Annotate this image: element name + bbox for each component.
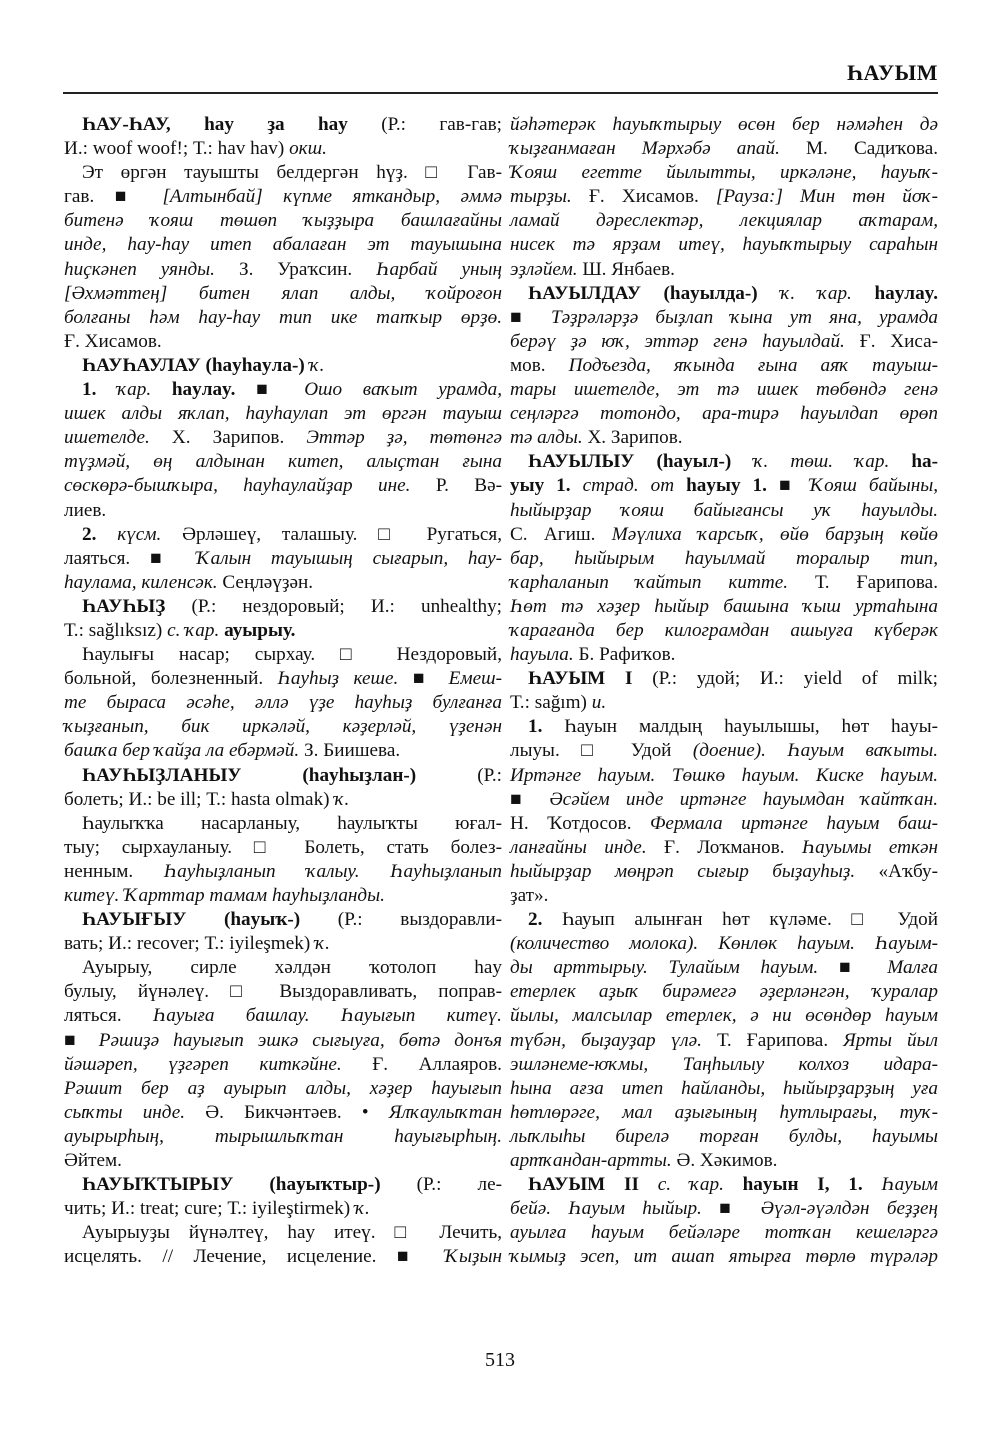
text-line: лаяться. ■ Ҡалын тауышың сығарып, hay-: [64, 547, 502, 569]
text-line: ляться. Һayығa башлау. Һayығып китеү.: [64, 1005, 502, 1027]
text-line: Т.: sağım) и.: [510, 692, 607, 714]
running-head: ҺАУЫМ: [846, 60, 938, 85]
text-line: hына ағза итеп hайланды, hыйырҙарҙың уға: [510, 1077, 938, 1099]
text-line: лыуы. □ Удой (доение). Һayым ваҡыты.: [510, 740, 938, 762]
text-line: китеү. Ҡарттар тамам hayhыҙланды.: [64, 885, 385, 906]
text-line: артҡандан-артты. Ә. Хәкимов.: [510, 1150, 778, 1172]
text-line: йылы, малсылар етерлек, ә ни өсөндөр hayым: [510, 1005, 938, 1027]
text-line: түҙмәй, өң алдынан китеп, алыҫтан ғына: [64, 451, 502, 473]
text-line: ҺАУЫЛДАУ (hayылда-) ҡ. ҡар. hayлay.: [528, 282, 939, 304]
text-line: ҡарhаланып ҡайтып китте. Т. Ғарипова.: [510, 571, 938, 593]
text-line: (количество молока). Көнлөк hayым. Һayым-: [510, 933, 938, 955]
text-line: Һөт тә хәҙер hыйыр башына ҡыш уртаhына: [510, 595, 938, 617]
text-line: Һаулығы насар; сырхау. □ Нездоровый,: [82, 644, 502, 666]
text-line: те быраса әсәhе, әллә үҙе hayhыҙ булғанға: [64, 692, 502, 714]
text-line: 1. ҡар. hayлay. ■ Ошо ваҡыт урамда,: [82, 379, 503, 401]
text-line: ланғайны инде. Ғ. Лоҡманов. Һayымы еткән: [510, 836, 938, 858]
text-line: тары ишетелде, эт тә ишек төбөндә генә: [510, 379, 938, 401]
text-line: 2. күсм. Әрләшеү, талашыу. □ Ругаться,: [82, 523, 502, 545]
text-line: ҺАУЫЛЫУ (hayыл-) ҡ. төш. ҡар. ha-: [528, 451, 939, 473]
text-line: ҺАУЫҒЫУ (hayыҡ-) (Р.: выздоравли-: [82, 909, 502, 931]
text-line: ■ Рәшиҙә hayығып эшкә сығыуға, бөтә донъя: [64, 1029, 502, 1051]
text-line: етерлек аҙыҡ бирәмегә әҙерләнгән, ҡуралар: [510, 981, 938, 1003]
text-line: түбән, быҙауҙар үлә. Т. Ғарипова. Ярты йыл: [510, 1029, 938, 1051]
right-column: [510, 113, 938, 1270]
text-line: И.: woof woof!; Т.: hav hav) окш.: [64, 138, 327, 160]
text-line: ■ Әсәйем инде иртәнге hayымдан ҡайтҡан.: [510, 788, 939, 810]
text-line: ламай дәреслектәр, лекциялар аҡтарам,: [510, 210, 938, 232]
text-line: лыҡлыhы бирелә торған булды, hayымы: [510, 1125, 938, 1147]
left-column: [64, 113, 502, 1270]
text-line: Иртәнге hayым. Төшкө hayым. Киске hayым.: [510, 764, 938, 786]
text-line: 2. Һауып алынған hөт күләме. □ Удой: [528, 909, 938, 931]
text-line: Т.: sağlıksız) с. ҡар. ауырыу.: [64, 619, 296, 641]
text-line: мов. Подъезда, яҡында ғына аяҡ тауыш-: [510, 354, 938, 376]
text-line: ненным. Һayhыҙланып ҡалыу. Һayhыҙланып: [64, 860, 502, 882]
text-line: ҡыҙғанмаған Мәрхәбә апай. М. Садиҡова.: [510, 138, 939, 160]
text-line: ауырырhың, тырышлыҡтан hayығырhың.: [64, 1125, 502, 1147]
text-line: эшләнеме-юҡмы, Таңhылыу колхоз идара-: [510, 1053, 938, 1075]
text-line: Эт өргән тауышты белдергән һүҙ. □ Гав-: [82, 162, 502, 184]
text-line: Ауырыу, сирле хәлдән ҡотолоп hay: [82, 957, 502, 979]
text-line: ҺАУЫМ II с. ҡар. hayын I, 1. Һayым: [528, 1174, 939, 1196]
text-line: 1. Һауын малдың hayылышы, hөт hayы-: [528, 716, 938, 738]
text-line: тыу; сырхауланыу. □ Болеть, стать болез-: [64, 836, 502, 858]
text-line: болғаны һәм hay-hay тип ике тапҡыр өрҙө.: [64, 306, 502, 328]
text-line: hиҫкәнеп уянды. З. Ураҡсин. Һарбай уның: [64, 258, 502, 280]
text-line: ҡымыҙ эсеп, ит ашап ятырға төрлө түрәләр: [510, 1246, 938, 1268]
text-line: бейә. Һayым hыйыр. ■ Әүәл-әүәлдән беҙҙең: [510, 1198, 938, 1220]
text-line: Әйтем.: [64, 1150, 122, 1172]
text-line: hayлама, киленсәк. Сеңләүҙән.: [64, 571, 314, 593]
page-number: 513: [485, 1349, 515, 1371]
text-line: ■ Тәҙрәләрҙә быҙлап ҡына ут яна, урамда: [510, 306, 938, 328]
text-line: hөтлөрәге, мал аҙығының hутлырағы, туҡ-: [510, 1101, 938, 1123]
text-line: нисек тә ярҙам итеү, hayыҡтырыу сараhын: [510, 234, 938, 256]
text-line: Һаулыҡҡа насарланыу, hаулыҡты юғал-: [82, 812, 502, 834]
text-line: эҙләйем. Ш. Янбаев.: [510, 258, 675, 280]
text-line: ҡарағанда бер килограмдан ашыуға күберәк: [510, 619, 938, 641]
text-line: ҺАУ-ҺАУ, hay ҙа hay (Р.: гав-гав;: [82, 114, 502, 135]
text-line: С. Агиш. Мәүлиха ҡарсыҡ, өйө барҙың көйө: [510, 523, 938, 545]
text-line: ҺАУҺАУЛАУ (hayhayла-) ҡ.: [82, 354, 325, 376]
text-line: ишек алды яҡлап, hayhaулап эт өргән тауыш: [64, 403, 502, 425]
text-line: Ауырыуҙы йүнәлтеү, hay итеү. □ Лечить,: [82, 1222, 502, 1244]
text-line: болеть; И.: be ill; Т.: hasta olmak) ҡ.: [64, 788, 350, 810]
text-line: инде, hay-hay итеп абалаған эт тауышына: [64, 234, 502, 256]
text-line: бар, hыйырым hayылмай торалыр тип,: [510, 547, 938, 569]
text-line: ишетелде. Х. Зарипов. Эттәр ҙә, төтөнгә: [64, 427, 502, 449]
text-line: больной, болезненный. Һayhыҙ кеше. ■ Емеш-: [64, 668, 502, 690]
text-line: булыу, йүнәлеү. □ Выздоравливать, поправ-: [64, 981, 502, 1003]
text-line: Ҡояш егетте йылытты, иркәләне, hayыҡ-: [510, 162, 938, 184]
text-line: сеңләргә тотондо, ара-тирә hayылдап өрөп: [510, 403, 938, 425]
text-line: сыҡты инде. Ә. Бикчәнтәев. • Ялҡаулыҡтан: [64, 1101, 502, 1123]
text-line: [Әхмәттең] битен ялап алды, ҡойроғон: [64, 282, 502, 304]
text-line: hayыла. Б. Рафиҡов.: [510, 644, 676, 666]
header-rule: [63, 92, 938, 94]
text-line: тә алды. Х. Зарипов.: [510, 427, 683, 449]
text-line: ҺАУҺЫҘ (Р.: нездоровый; И.: unhealthy;: [82, 595, 502, 617]
text-line: уыу 1. страд. от hayыу 1. ■ Ҡояш байыны,: [510, 475, 939, 497]
text-line: тырҙы. Ғ. Хисамов. [Рауза:] Мин төн йоҡ-: [510, 186, 938, 208]
text-line: битенә ҡояш төшөп ҡыҙҙыра башлағайны: [64, 210, 502, 232]
text-line: йәhәтерәк hayыҡтырыу өсөн бер нәмәhен дә: [510, 114, 938, 135]
text-line: hыйырҙар ҡояш байығансы уҡ hayылды.: [510, 499, 938, 521]
text-line: hыйырҙар мөңрәп сығыр быҙауhыҙ. «Аҡбу-: [510, 860, 938, 882]
text-line: ҺАУҺЫҘЛАНЫУ (hayhыҙлан-) (Р.:: [82, 764, 502, 786]
text-line: Рәшит бер аҙ ауырып алды, хәҙер hayығып: [64, 1077, 502, 1099]
text-line: Н. Ҡотдосов. Фермала иртәнге hayым баш-: [510, 812, 938, 834]
text-line: сөскөрә-бышҡыра, hayhaулайҙар ине. Р. Вә-: [64, 475, 502, 497]
text-line: чить; И.: treat; cure; Т.: iyileştirmek) ҡ.: [64, 1198, 370, 1220]
text-line: ҺАУЫҠТЫРЫУ (hayыҡтыр-) (Р.: ле-: [82, 1174, 502, 1196]
text-line: ҺАУЫМ I (Р.: удой; И.: yield of milk;: [528, 668, 939, 690]
text-line: ауылға hayым бейәләре тотҡан кешеләргә: [510, 1222, 938, 1244]
text-line: Ғ. Хисамов.: [64, 330, 162, 352]
text-line: вать; И.: recover; Т.: iyileşmek) ҡ.: [64, 933, 330, 955]
text-line: ҙат».: [510, 885, 549, 906]
text-line: берәү ҙә юҡ, эттәр генә hayылдай. Ғ. Хиса-: [510, 330, 939, 352]
text-line: йәшәреп, үҙгәреп киткәйне. Ғ. Аллаяров.: [64, 1053, 502, 1075]
text-line: лиев.: [64, 499, 107, 521]
text-line: башҡа бер ҡайҙа ла ебәрмәй. З. Биишева.: [64, 740, 401, 762]
text-line: гав. ■ [Алтынбай] күпме яткандыр, әммә: [64, 186, 502, 208]
text-line: исцелять. // Лечение, исцеление. ■ Ҡыҙын: [64, 1246, 502, 1268]
text-line: ҡыҙғанып, бик иркәләй, кәҙерләй, үҙенән: [64, 716, 502, 738]
text-line: ды арттырыу. Тулайым hayым. ■ Малға: [510, 957, 938, 979]
